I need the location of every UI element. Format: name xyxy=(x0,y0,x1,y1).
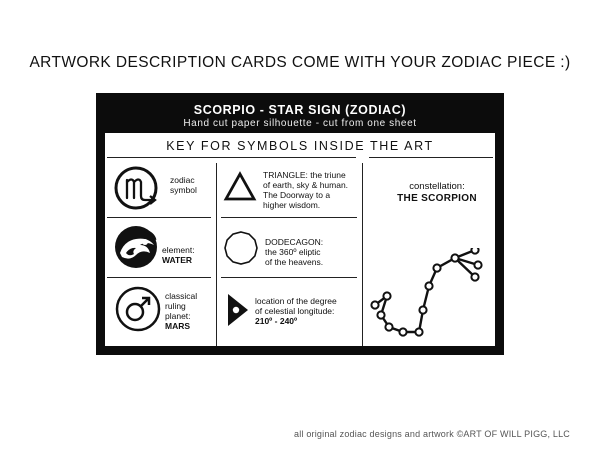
constellation-name: THE SCORPION xyxy=(397,193,477,204)
triangle-description: TRIANGLE: the triune of earth, sky & human. The Doorway to a higher wisdom. xyxy=(263,170,349,210)
divider-top-left xyxy=(107,157,356,158)
dodecagon-description: DODECAGON: the 360º eliptic of the heavens. xyxy=(265,237,324,267)
element-value: WATER xyxy=(162,255,193,265)
divider-row-2-mid xyxy=(221,277,357,278)
planet-value: MARS xyxy=(165,321,191,331)
card-subtitle: Hand cut paper silhouette - cut from one sheet xyxy=(183,118,417,129)
divider-row-1-mid xyxy=(221,217,357,218)
dodecagon-icon xyxy=(222,229,260,267)
divider-column-1 xyxy=(216,163,217,346)
mars-icon xyxy=(114,285,162,333)
divider-row-2-left xyxy=(107,277,211,278)
symbol-key-panel xyxy=(105,133,495,346)
key-heading: KEY FOR SYMBOLS INSIDE THE ART xyxy=(166,139,434,153)
zodiac-symbol-label: zodiac symbol xyxy=(170,175,197,195)
degree-description: location of the degree of celestial longitude: 210º - 240º xyxy=(255,296,337,326)
description-card xyxy=(96,93,504,355)
degree-pointer-icon xyxy=(225,291,251,329)
card-title: SCORPIO - STAR SIGN (ZODIAC) xyxy=(193,103,407,117)
divider-top-right xyxy=(369,157,493,158)
degree-value: 210º - 240º xyxy=(255,316,298,326)
headline: ARTWORK DESCRIPTION CARDS COME WITH YOUR ZODIAC PIECE :) xyxy=(29,54,571,71)
constellation-label: constellation: THE SCORPION xyxy=(377,181,497,205)
scorpion-constellation-icon xyxy=(367,248,497,348)
triangle-icon xyxy=(222,169,258,205)
element-label: element: WATER xyxy=(162,245,195,265)
planet-label: classical ruling planet: MARS xyxy=(165,291,198,331)
divider-column-2 xyxy=(362,163,363,346)
copyright-footer: all original zodiac designs and artwork ©ART OF WILL PIGG, LLC xyxy=(294,429,570,439)
scorpio-glyph-icon xyxy=(114,163,164,213)
water-wave-icon xyxy=(112,223,160,271)
divider-row-1-left xyxy=(107,217,211,218)
